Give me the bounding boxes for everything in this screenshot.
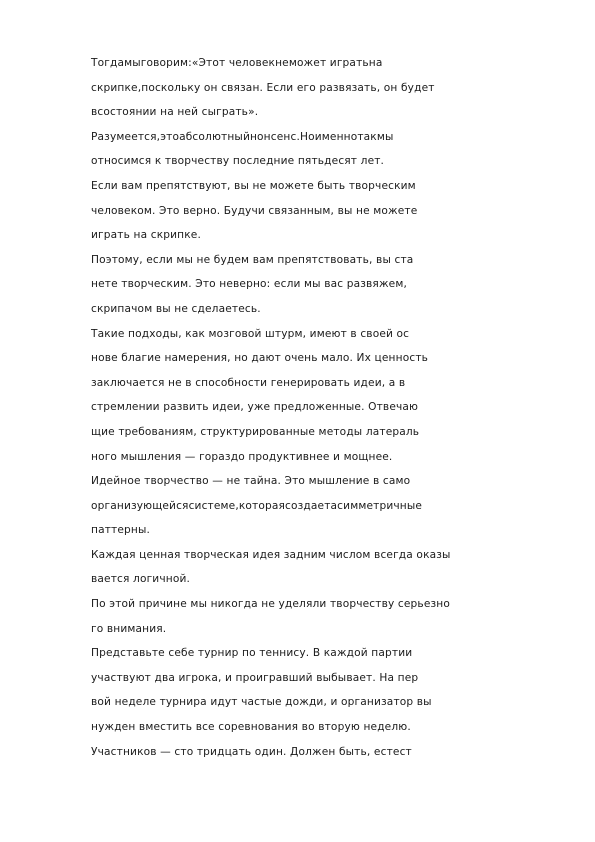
text-line: го внимания.	[91, 622, 167, 635]
text-line: всостоянии на ней сыграть».	[91, 106, 259, 119]
text-line: относимся к творчеству последние пятьдесят лет.	[91, 155, 385, 168]
text-line: Каждая ценная творческая идея задним числом всегда оказы	[91, 548, 451, 561]
text-line: играть на скрипке.	[91, 229, 201, 242]
text-line: человеком. Это верно. Будучи связанным, вы не можете	[91, 204, 418, 217]
text-line: Поэтому, если мы не будем вам препятствовать, вы ста	[91, 253, 414, 266]
text-line: заключается не в способности генерировать идеи, а в	[91, 376, 406, 389]
text-line: Если вам препятствуют, вы не можете быть творческим	[91, 179, 416, 192]
text-line: Такие подходы, как мозговой штурм, имеют в своей ос	[91, 327, 410, 340]
text-line: организующейсясистеме,котораясоздаетасимметричные	[91, 499, 423, 512]
text-line: Идейное творчество — не тайна. Это мышление в само	[91, 475, 411, 488]
text-line: щие требованиям, структурированные методы латераль	[91, 425, 420, 438]
text-line: вой неделе турнира идут частые дожди, и организатор вы	[91, 696, 432, 709]
text-line: скрипачом вы не сделаетесь.	[91, 302, 261, 315]
text-line: нете творческим. Это неверно: если мы вас развяжем,	[91, 278, 407, 291]
text-line: По этой причине мы никогда не уделяли творчеству серьезно	[91, 598, 450, 611]
text-line: нужден вместить все соревнования во вторую неделю.	[91, 721, 411, 734]
text-line: ного мышления — гораздо продуктивнее и мощнее.	[91, 450, 393, 463]
text-line: стремлении развить идеи, уже предложенные. Отвечаю	[91, 401, 419, 414]
text-line: скрипке,поскольку он связан. Если его развязать, он будет	[91, 81, 435, 94]
text-line: Тогдамыговорим:«Этот человекнеможет игратьна	[91, 57, 383, 69]
text-line: Участников — сто тридцать один. Должен быть, естест	[91, 745, 412, 758]
text-line: нове благие намерения, но дают очень мало. Их ценность	[91, 352, 429, 365]
text-line: Представьте себе турнир по теннису. В каждой партии	[91, 647, 413, 660]
body-text	[91, 55, 511, 768]
text-line: Разумеется,этоабсолютныйнонсенс.Ноименнотакмы	[91, 130, 394, 143]
text-line: участвуют два игрока, и проигравший выбывает. На пер	[91, 671, 419, 684]
text-line: паттерны.	[91, 524, 151, 537]
text-line: вается логичной.	[91, 573, 191, 586]
